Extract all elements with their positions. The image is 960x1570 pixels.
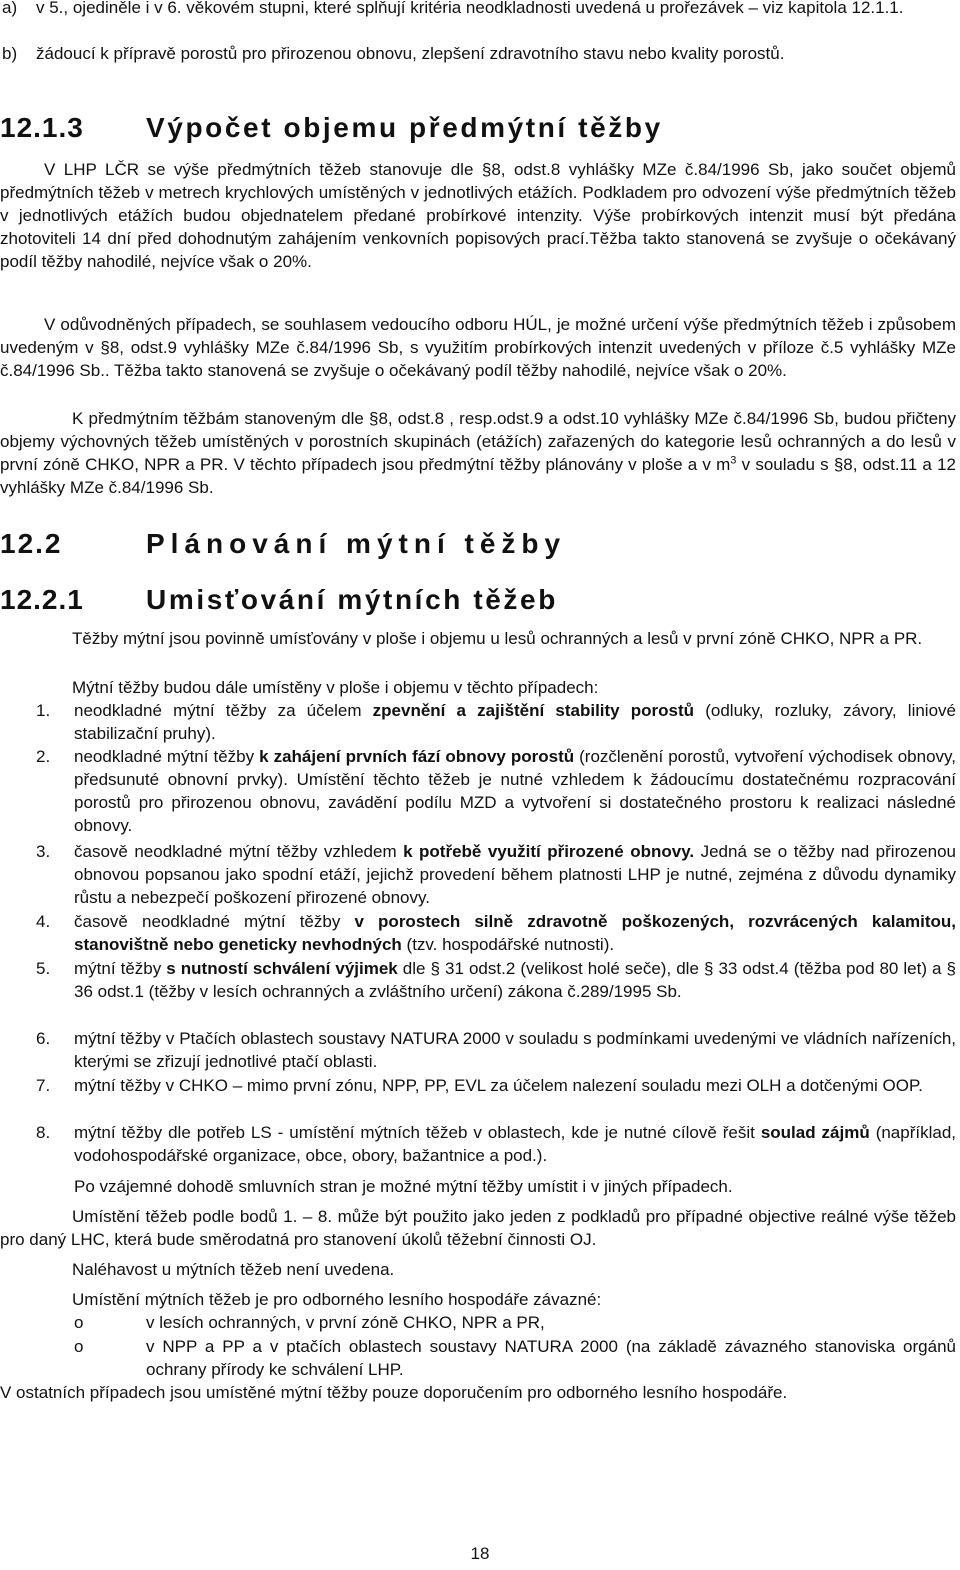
paragraph: Naléhavost u mýtních těžeb není uvedena. <box>72 1260 395 1279</box>
list-number: 7. <box>36 1076 51 1095</box>
paragraph: V odůvodněných případech, se souhlasem vedoucího odboru HÚL, je možné určení výše předmýtních těžeb i způsobem uvedeným v §8, odst.9 vyhlášky MZe č.84/1996 Sb, s využitím probírkových intenzit uvedených v příloze č.5 vyhlášky MZe č.84/1996 Sb.. Těžba takto stanovená se zvyšuje o očekávaný podíl těžby nahodilé, nejvíce však o 20%. <box>0 315 956 380</box>
bullet-marker: o <box>74 1337 84 1356</box>
bullet-marker: o <box>74 1313 84 1332</box>
list-marker: b) <box>2 44 18 63</box>
list-text: časově neodkladné mýtní těžby vzhledem k potřebě využití přirozené obnovy. Jedná se o těžby nad přirozenou obnovou popsanou jako spodní etáží, jejichž provedení během platnosti LHP je nutné, zejména z důvodu dynamiky růstu a nebezpečí poškození přirozené obnovy. <box>74 842 956 907</box>
superscript: 3 <box>730 454 737 467</box>
section-heading-12-2-1 <box>0 584 940 616</box>
paragraph: Umístění mýtních těžeb je pro odborného lesního hospodáře závazné: <box>72 1290 602 1309</box>
list-text: mýtní těžby v CHKO – mimo první zónu, NPP, PP, EVL za účelem nalezení souladu mezi OLH a dotčenými OOP. <box>74 1076 923 1095</box>
section-heading-12-2 <box>0 528 940 560</box>
list-marker: a) <box>2 0 18 17</box>
list-text: žádoucí k přípravě porostů pro přirozenou obnovu, zlepšení zdravotního stavu nebo kvality porostů. <box>36 44 785 63</box>
list-number: 8. <box>36 1123 51 1142</box>
list-number: 3. <box>36 842 51 861</box>
list-text: neodkladné mýtní těžby za účelem zpevnění a zajištění stability porostů (odluky, rozluky, závory, liniové stabilizační pruhy). <box>74 701 956 743</box>
list-text: mýtní těžby v Ptačích oblastech soustavy NATURA 2000 v souladu s podmínkami uvedenými ve vládních nařízeních, kterými se zřizují jednotlivé ptačí oblasti. <box>74 1029 956 1071</box>
paragraph <box>0 407 956 499</box>
paragraph: V LHP LČR se výše předmýtních těžeb stanovuje dle §8, odst.8 vyhlášky MZe č.84/1996 Sb, jako součet objemů předmýtních těžeb v metrech krychlových umístěných v jednotlivých etážích. Podkladem pro odvození výše předmýtních těžeb v jednotlivých etážích budou objednatelem předané probírkové intenzity. Výše probírkových intenzit musí být předána zhotoviteli 14 dní před dohodnutým zahájením venkovních popisových prací.Těžba takto stanovená se zvyšuje o očekávaný podíl těžby nahodilé, nejvíce však o 20%. <box>0 160 956 271</box>
list-text: mýtní těžby s nutností schválení výjimek dle § 31 odst.2 (velikost holé seče), dle § 33 odst.4 (těžba pod 80 let) a § 36 odst.1 (těžby v lesích ochranných a zvláštního určení) zákona č.289/1995 Sb. <box>74 959 957 1001</box>
paragraph: V ostatních případech jsou umístěné mýtní těžby pouze doporučením pro odborného lesního hospodáře. <box>0 1383 788 1402</box>
section-title: Výpočet objemu předmýtní těžby <box>146 112 663 143</box>
bullet-text: v NPP a PP a v ptačích oblastech soustavy NATURA 2000 (na základě závazného stanoviska orgánů ochrany přírody ke schválení LHP. <box>146 1337 956 1379</box>
list-text: mýtní těžby dle potřeb LS - umístění mýtních těžeb v oblastech, kde je nutné cílově řešit soulad zájmů (například, vodohospodářské organizace, obce, obory, bažantnice a pod.). <box>74 1123 957 1165</box>
list-number: 4. <box>36 912 51 931</box>
section-title: Plánování mýtní těžby <box>146 528 567 559</box>
list-number: 1. <box>36 701 51 720</box>
section-number: 12.1.3 <box>0 112 84 143</box>
paragraph: Těžby mýtní jsou povinně umísťovány v ploše i objemu u lesů ochranných a lesů v první zóně CHKO, NPR a PR. <box>72 629 923 648</box>
list-text: v 5., ojediněle i v 6. věkovém stupni, které splňují kritéria neodkladnosti uvedená u prořezávek – viz kapitola 12.1.1. <box>36 0 904 17</box>
list-number: 6. <box>36 1029 51 1048</box>
paragraph: Po vzájemné dohodě smluvních stran je možné mýtní těžby umístit i v jiných případech. <box>74 1177 733 1196</box>
paragraph: Mýtní těžby budou dále umístěny v ploše i objemu v těchto případech: <box>72 678 599 697</box>
list-number: 5. <box>36 959 51 978</box>
section-heading-12-1-3 <box>0 112 940 144</box>
list-text: časově neodkladné mýtní těžby v porostech silně zdravotně poškozených, rozvrácených kalamitou, stanovištně nebo geneticky nevhodných (tzv. hospodářské nutnosti). <box>74 912 956 954</box>
paragraph-text: K předmýtním těžbám stanoveným dle §8, odst.8 , resp.odst.9 a odst.10 vyhlášky MZe č.84/1996 Sb, budou přičteny objemy výchovných těžeb umístěných v porostních skupinách (etážích) zařazených do kategorie lesů ochranných a do lesů v první zóně CHKO, NPR a PR. V těchto případech jsou předmýtní těžby plánovány v ploše a v m <box>0 409 956 474</box>
bullet-text: v lesích ochranných, v první zóně CHKO, NPR a PR, <box>146 1313 545 1332</box>
list-text: neodkladné mýtní těžby k zahájení prvních fází obnovy porostů (rozčlenění porostů, vytvoření východisek obnovy, předsunuté obnovní prvky). Umístění těchto těžeb je nutné vzhledem k žádoucímu dostatečnému rozpracování porostů pro přirozenou obnovu, zavádění podílu MZD a vytvoření si dostatečného prostoru k realizaci následné obnovy. <box>74 747 957 835</box>
page-number: 18 <box>470 1544 490 1563</box>
list-number: 2. <box>36 747 51 766</box>
section-number: 12.2 <box>0 528 63 559</box>
section-number: 12.2.1 <box>0 584 84 615</box>
section-title: Umisťování mýtních těžeb <box>146 584 558 615</box>
paragraph-text: v souladu s §8, odst.11 a 12 vyhlášky MZe č.84/1996 Sb. <box>0 455 956 497</box>
paragraph: Umístění těžeb podle bodů 1. – 8. může být použito jako jeden z podkladů pro případné objective reálné výše těžeb pro daný LHC, která bude směrodatná pro stanovení úkolů těžební činnosti OJ. <box>0 1207 956 1249</box>
